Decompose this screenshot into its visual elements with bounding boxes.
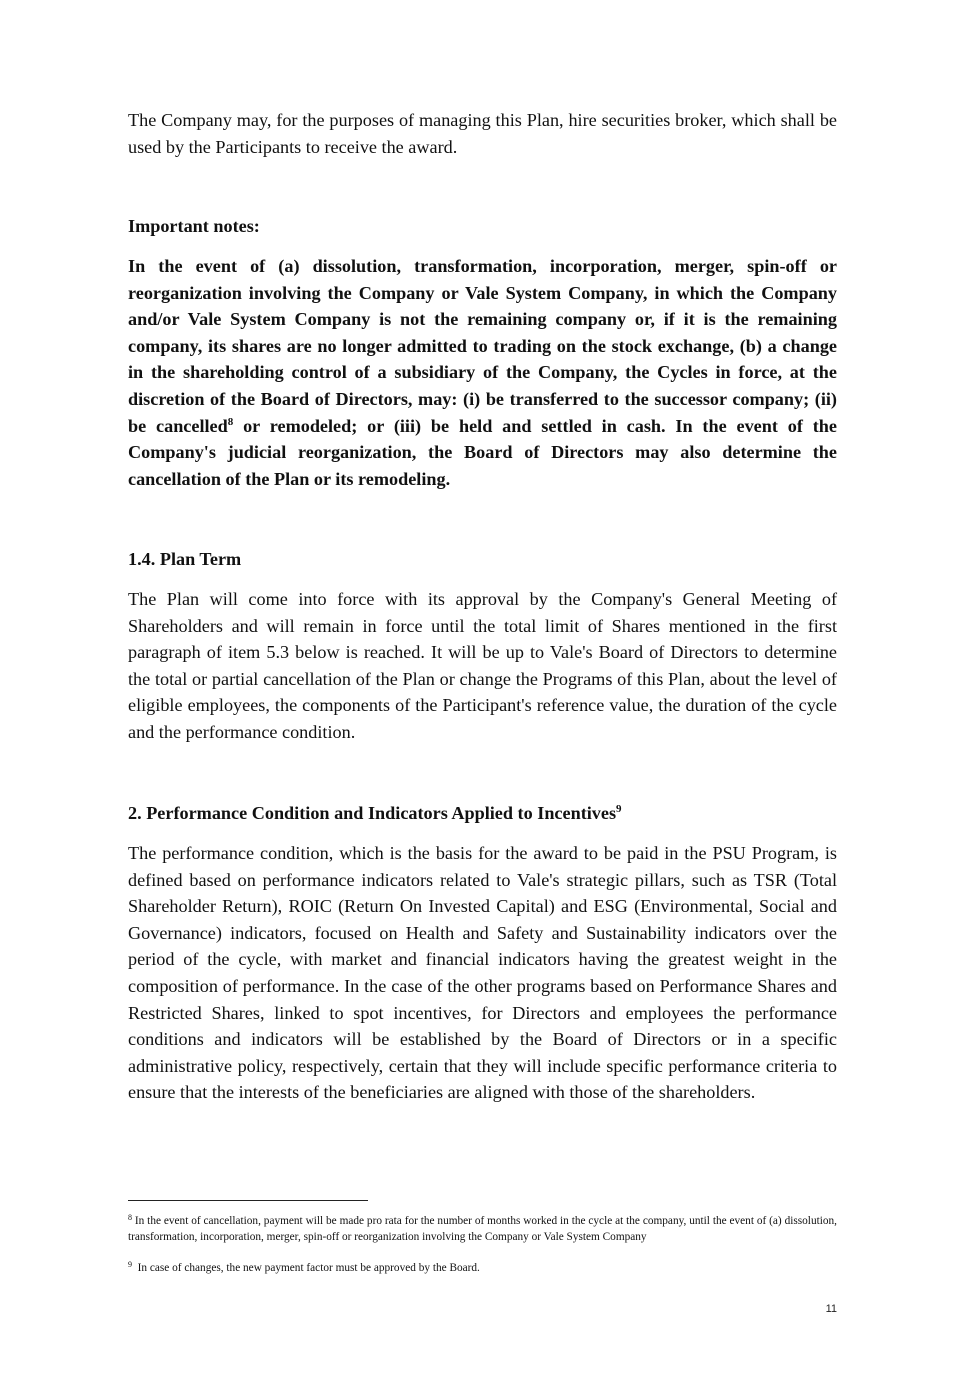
- broker-paragraph: The Company may, for the purposes of managing this Plan, hire securities broker, which shall be used by the Participants to receive the award.: [128, 110, 837, 157]
- important-notes-heading: Important notes:: [128, 216, 260, 236]
- footnote-number: 9: [128, 1260, 132, 1269]
- footnote-number: 8: [128, 1213, 132, 1222]
- footnote-text: In case of changes, the new payment factor must be approved by the Board.: [132, 1262, 480, 1274]
- footnote-9: [128, 1261, 837, 1277]
- plan-term-body: The Plan will come into force with its approval by the Company's General Meeting of Shareholders and will remain in force until the total limit of Shares mentioned in the first paragraph of item 5.3 below is reached. It will be up to Vale's Board of Directors to determine the total or partial cancellation of the Plan or change the Programs of this Plan, about the level of eligible employees, the components of the Participant's reference value, the duration of the cycle and the performance condition.: [128, 589, 837, 742]
- footnote-divider: [128, 1200, 368, 1201]
- footnote-8: [128, 1214, 837, 1245]
- footnote-ref-8[interactable]: 8: [227, 415, 234, 428]
- performance-body: The performance condition, which is the basis for the award to be paid in the PSU Program, is defined based on performance indicators related to Vale's strategic pillars, such as TSR (Total Shareholder Return), ROIC (Return On Invested Capital) and ESG (Environmental, Social and Governance) indicators, focused on Health and Safety and Sustainability indicators over the period of the cycle, with market and financial indicators having the greatest weight in the composition of performance. In the case of the other programs based on Performance Shares and Restricted Shares, linked to spot incentives, for Directors and employees the performance conditions and indicators will be established by the Board of Directors or in a specific administrative policy, respectively, certain that they will include specific performance criteria to ensure that the interests of the beneficiaries are aligned with those of the shareholders.: [128, 843, 837, 1103]
- footnote-ref-9[interactable]: 9: [616, 803, 622, 815]
- plan-term-heading: 1.4. Plan Term: [128, 549, 242, 569]
- important-notes-text-start: In the event of (a) dissolution, transformation, incorporation, merger, spin-off or reorganization involving the Company or Vale System Company, in which the Company and/or Vale System Company is not the remaining company or, if it is the remaining company, its shares are no longer admitted to trading on the stock exchange, (b) a change in the shareholding control of a subsidiary of the Company, the Cycles in force, at the discretion of the Board of Directors, may: (i) be transferred to the successor company; (ii) be cancelled: [128, 256, 837, 436]
- performance-heading-text: 2. Performance Condition and Indicators Applied to Incentives: [128, 803, 617, 823]
- important-notes-paragraph: [128, 253, 837, 492]
- important-notes-text-end: or remodeled; or (iii) be held and settled in cash. In the event of the Company's judicial reorganization, the Board of Directors may also determine the cancellation of the Plan or its remodeling.: [128, 415, 837, 489]
- performance-heading: [128, 800, 837, 827]
- footnote-text: In the event of cancellation, payment will be made pro rata for the number of months worked in the cycle at the company, until the event of (a) dissolution, transformation, incorporation, merger, spin-off or reorganization involving the Company or Vale System Company: [128, 1215, 837, 1243]
- page-number: 11: [825, 1303, 837, 1315]
